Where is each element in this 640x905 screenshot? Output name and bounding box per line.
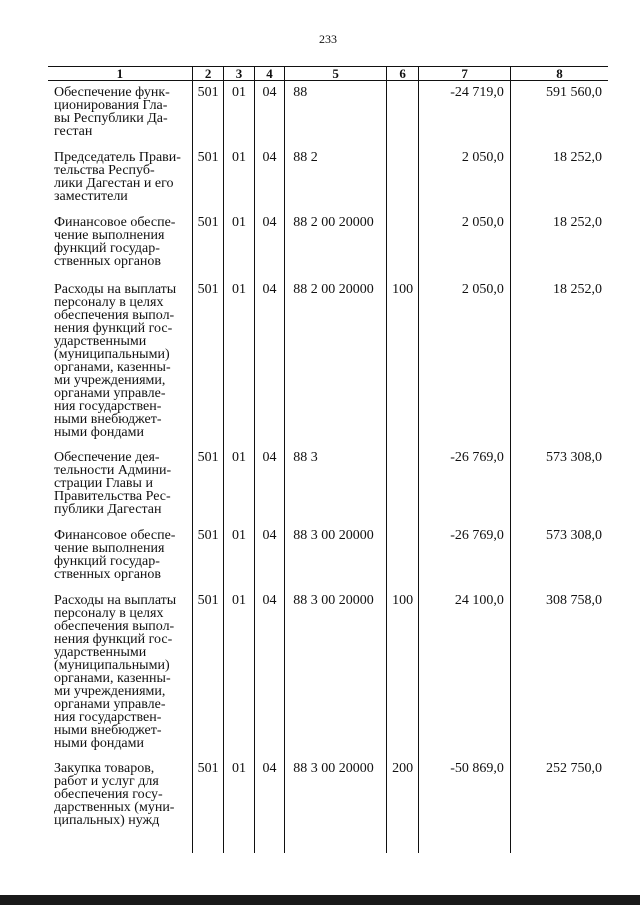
- section-code: 01: [224, 589, 254, 757]
- change-amount: 2 050,0: [419, 278, 510, 446]
- section-code: 01: [224, 278, 254, 446]
- subsection-code: 04: [254, 757, 284, 853]
- change-amount: -26 769,0: [419, 446, 510, 524]
- total-amount: 18 252,0: [510, 278, 608, 446]
- ministry-code: 501: [192, 446, 224, 524]
- header-row: [48, 67, 608, 81]
- target-article-code: 88 2: [285, 146, 387, 211]
- expense-name: Председатель Прави- тельства Респуб- лики Дагестан и его заместители: [48, 146, 192, 211]
- target-article-code: 88: [285, 81, 387, 146]
- target-article-code: 88 3 00 20000: [285, 757, 387, 853]
- expense-type-code: 100: [386, 278, 419, 446]
- total-amount: 18 252,0: [510, 146, 608, 211]
- expense-name: Обеспечение функ- ционирования Гла- вы Республики Да- гестан: [48, 81, 192, 146]
- total-amount: 573 308,0: [510, 524, 608, 589]
- change-amount: 2 050,0: [419, 211, 510, 278]
- subsection-code: 04: [254, 446, 284, 524]
- ministry-code: 501: [192, 278, 224, 446]
- column-header: 7: [419, 67, 510, 81]
- budget-table: [48, 66, 608, 853]
- subsection-code: 04: [254, 211, 284, 278]
- ministry-code: 501: [192, 81, 224, 146]
- section-code: 01: [224, 211, 254, 278]
- ministry-code: 501: [192, 146, 224, 211]
- subsection-code: 04: [254, 81, 284, 146]
- change-amount: -50 869,0: [419, 757, 510, 853]
- table-row: [48, 146, 608, 211]
- total-amount: 591 560,0: [510, 81, 608, 146]
- column-header: 3: [224, 67, 254, 81]
- total-amount: 573 308,0: [510, 446, 608, 524]
- change-amount: 24 100,0: [419, 589, 510, 757]
- expense-name: Расходы на выплаты персоналу в целях обеспечения выпол- нения функций гос- ударственными (муниципальными) органами, казенны- ми учреждениями, органами управле- ния государствен- ными внебюджет- ными фондами: [48, 589, 192, 757]
- column-header: 4: [254, 67, 284, 81]
- section-code: 01: [224, 146, 254, 211]
- subsection-code: 04: [254, 524, 284, 589]
- scan-edge: [0, 895, 640, 905]
- table-row: [48, 211, 608, 278]
- expense-name: Финансовое обеспе- чение выполнения функций государ- ственных органов: [48, 524, 192, 589]
- expense-type-code: [386, 524, 419, 589]
- table-row: [48, 589, 608, 757]
- change-amount: -26 769,0: [419, 524, 510, 589]
- column-header: 2: [192, 67, 224, 81]
- expense-type-code: 200: [386, 757, 419, 853]
- ministry-code: 501: [192, 589, 224, 757]
- expense-type-code: [386, 81, 419, 146]
- total-amount: 252 750,0: [510, 757, 608, 853]
- total-amount: 18 252,0: [510, 211, 608, 278]
- table-row: [48, 524, 608, 589]
- ministry-code: 501: [192, 757, 224, 853]
- expense-type-code: [386, 446, 419, 524]
- target-article-code: 88 3 00 20000: [285, 524, 387, 589]
- page-number: 233: [319, 32, 337, 46]
- target-article-code: 88 3: [285, 446, 387, 524]
- expense-name: Финансовое обеспе- чение выполнения функций государ- ственных органов: [48, 211, 192, 278]
- expense-type-code: [386, 211, 419, 278]
- ministry-code: 501: [192, 524, 224, 589]
- column-header: 5: [285, 67, 387, 81]
- table-row: [48, 278, 608, 446]
- table-row: [48, 446, 608, 524]
- target-article-code: 88 2 00 20000: [285, 278, 387, 446]
- total-amount: 308 758,0: [510, 589, 608, 757]
- expense-name: Расходы на выплаты персоналу в целях обеспечения выпол- нения функций гос- ударственными (муниципальными) органами, казенны- ми учреждениями, органами управле- ния государствен- ными внебюджет- ными фондами: [48, 278, 192, 446]
- expense-type-code: 100: [386, 589, 419, 757]
- target-article-code: 88 3 00 20000: [285, 589, 387, 757]
- change-amount: 2 050,0: [419, 146, 510, 211]
- section-code: 01: [224, 524, 254, 589]
- subsection-code: 04: [254, 589, 284, 757]
- section-code: 01: [224, 81, 254, 146]
- expense-type-code: [386, 146, 419, 211]
- target-article-code: 88 2 00 20000: [285, 211, 387, 278]
- section-code: 01: [224, 446, 254, 524]
- column-header: 6: [386, 67, 419, 81]
- table-row: [48, 757, 608, 853]
- subsection-code: 04: [254, 278, 284, 446]
- ministry-code: 501: [192, 211, 224, 278]
- column-header: 8: [510, 67, 608, 81]
- section-code: 01: [224, 757, 254, 853]
- change-amount: -24 719,0: [419, 81, 510, 146]
- expense-name: Обеспечение дея- тельности Админи- страции Главы и Правительства Рес- публики Дагестан: [48, 446, 192, 524]
- table-row: [48, 81, 608, 146]
- column-header: 1: [48, 67, 192, 81]
- subsection-code: 04: [254, 146, 284, 211]
- expense-name: Закупка товаров, работ и услуг для обеспечения госу- дарственных (муни- ципальных) нужд: [48, 757, 192, 853]
